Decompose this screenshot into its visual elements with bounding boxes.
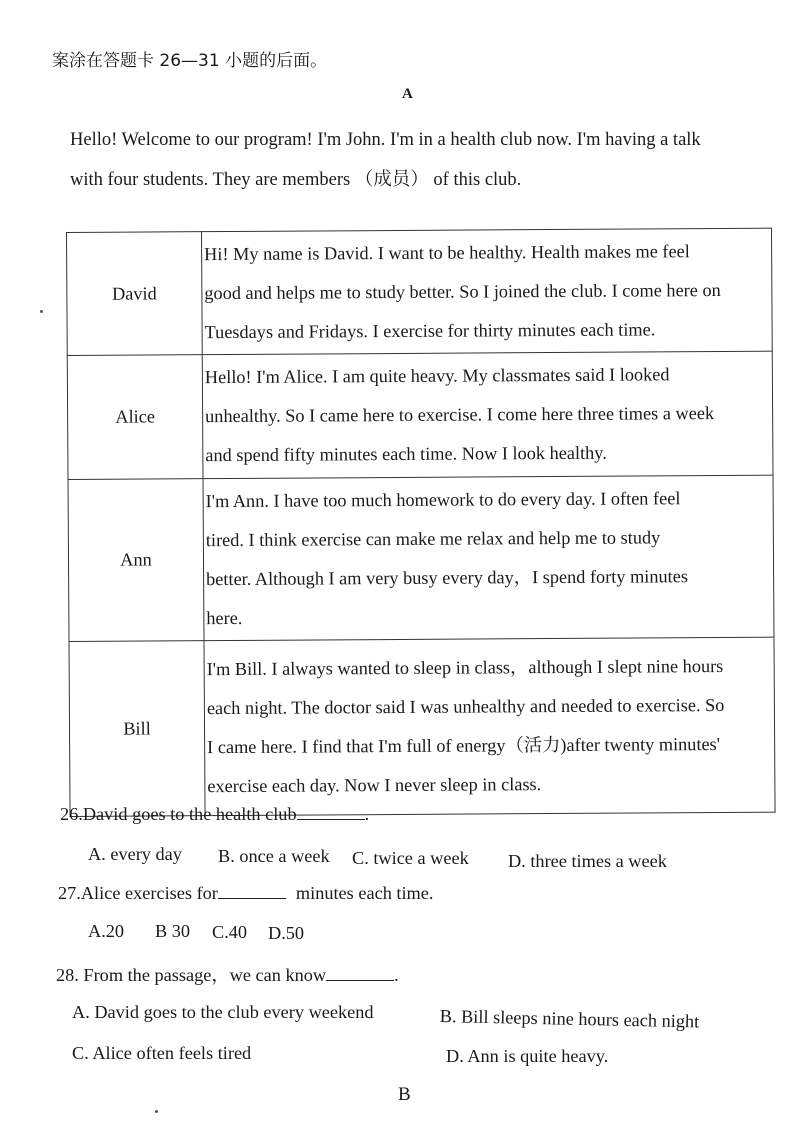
section-b-heading: B (398, 1084, 411, 1105)
member-statement (202, 351, 773, 478)
answer-blank (297, 805, 365, 820)
member-statement (204, 637, 775, 815)
statement-line: I'm Ann. I have too much homework to do every day. I often feel (205, 487, 681, 511)
option-26-d: D. three times a week (508, 851, 667, 871)
question-28 (56, 961, 399, 987)
question-28-stem: 28. From the passage，we can know (56, 965, 327, 985)
intro-paragraph (70, 120, 785, 200)
option-26-a: A. every day (88, 844, 182, 864)
option-28-d: D. Ann is quite heavy. (446, 1046, 609, 1066)
member-statement (203, 475, 774, 640)
member-name: David (67, 232, 203, 356)
table-row (67, 228, 773, 355)
question-26-end: . (364, 804, 370, 824)
scan-speck (155, 1110, 158, 1113)
question-26 (60, 804, 369, 825)
question-27 (58, 883, 433, 904)
statement-line: Hi! My name is David. I want to be healthy. Health makes me feel (204, 240, 690, 264)
statement-line: and spend fifty minutes each time. Now I look healthy. (205, 442, 607, 466)
table-row (67, 351, 773, 479)
intro-line-2: with four students. They are members （成员） of this club. (70, 170, 522, 190)
scan-speck (40, 310, 43, 313)
question-28-end: . (394, 965, 399, 985)
option-27-a: A.20 (88, 921, 125, 941)
intro-line-1: Hello! Welcome to our program! I'm John. I'm in a health club now. I'm having a talk (70, 130, 701, 150)
statement-line: good and helps me to study better. So I joined the club. I come here on (204, 279, 721, 303)
member-statement (202, 228, 773, 354)
statement-line: Hello! I'm Alice. I am quite heavy. My classmates said I looked (204, 364, 670, 388)
statement-line: I'm Bill. I always wanted to sleep in class，although I slept nine hours (206, 655, 724, 680)
section-a-heading: A (402, 86, 413, 102)
statement-line: better. Although I am very busy every day，I spend forty minutes (206, 565, 688, 589)
option-28-c: C. Alice often feels tired (72, 1043, 252, 1063)
option-26-c: C. twice a week (352, 848, 469, 868)
table-row (69, 637, 775, 816)
header-instruction: 案涂在答题卡 26—31 小题的后面。 (52, 51, 328, 71)
statement-line: Tuesdays and Fridays. I exercise for thirty minutes each time. (204, 318, 656, 342)
answer-blank (218, 884, 286, 899)
option-28-b: B. Bill sleeps nine hours each night (439, 1006, 700, 1032)
answer-blank (326, 966, 394, 981)
option-27-b: B 30 (155, 921, 191, 941)
table-row (68, 475, 774, 641)
question-27-end: minutes each time. (295, 883, 434, 903)
question-26-stem: 26.David goes to the health club (60, 804, 297, 824)
statement-line: exercise each day. Now I never sleep in class. (207, 774, 542, 797)
member-name: Alice (67, 355, 203, 480)
statement-line: each night. The doctor said I was unhealthy and needed to exercise. So (206, 694, 725, 719)
member-name: Bill (69, 641, 205, 817)
statement-line: here. (206, 607, 243, 628)
question-27-stem: 27.Alice exercises for (58, 883, 218, 903)
option-27-c: C.40 (212, 922, 248, 942)
statement-line: tired. I think exercise can make me relax and help me to study (205, 526, 661, 550)
option-26-b: B. once a week (218, 846, 330, 866)
option-27-d: D.50 (268, 923, 305, 943)
statement-line: I came here. I find that I'm full of energy（活力)after twenty minutes' (207, 734, 721, 758)
statement-line: unhealthy. So I came here to exercise. I come here three times a week (205, 403, 715, 427)
members-table (66, 228, 776, 817)
option-28-a: A. David goes to the club every weekend (72, 1002, 374, 1022)
member-name: Ann (68, 479, 204, 642)
